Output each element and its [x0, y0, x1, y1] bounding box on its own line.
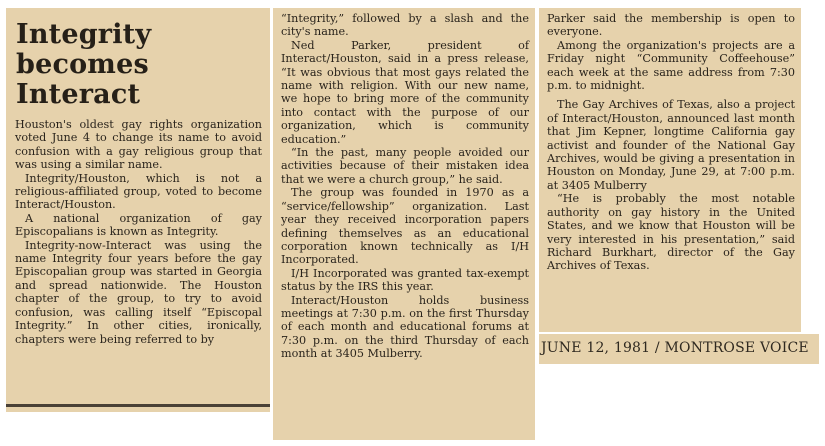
paragraph: I/H Incorporated was granted tax-exempt status by the IRS this year. [281, 266, 529, 294]
paragraph: “In the past, many people avoided our activities because of their mistaken idea that we were a church group,” he said. [281, 146, 529, 186]
paragraph: The group was founded in 1970 as a “service/fellowship” organization. Last year they received incorporation papers defining themselves as an educational corporation known technically as I/H Incorporated. [281, 186, 529, 267]
paragraph: The Gay Archives of Texas, also a project of Interact/Houston, announced last month that Jim Kepner, longtime California gay activist and founder of the National Gay Archives, would be giving a presentation in Houston on Monday, June 29, at 7:00 p.m. at 3405 Mulberry [547, 98, 795, 192]
paragraph: “Integrity,” followed by a slash and the city's name. [281, 12, 529, 39]
paragraph: A national organization of gay Episcopalians is known as Integrity. [15, 211, 262, 239]
paragraph: Parker said the membership is open to everyone. [547, 12, 795, 39]
paragraph: Interact/Houston holds business meetings at 7:30 p.m. on the first Thursday of each month and educational forums at 7:30 p.m. on the third Thursday of each month at 3405 Mulberry. [281, 293, 529, 361]
dateline: JUNE 12, 1981 / MONTROSE VOICE [539, 334, 819, 364]
paragraph: Ned Parker, president of Interact/Houston, said in a press release, “It was obvious that most gays related the name with religion. With our new name, we hope to bring more of the community into contact with the purpose of our organization, which is community education.” [281, 38, 529, 146]
paragraph: Integrity-now-Interact was using the name Integrity four years before the gay Episcopalian group was started in Georgia and spread nationwide. The Houston chapter of the group, to try to avoid confusion, was calling itself “Episcopal Integrity.” In other cities, ironically, chapters were being referred to by [15, 238, 262, 346]
paragraph: Houston's oldest gay rights organization voted June 4 to change its name to avoid confusion with a gay religious group that was using a similar name. [15, 118, 262, 172]
column-rule [6, 404, 270, 407]
clipping-column-3 [539, 8, 801, 332]
clipping-column-1 [6, 8, 270, 412]
clipping-column-2 [273, 8, 535, 440]
headline: Integrity becomes Interact [16, 19, 152, 110]
paragraph: “He is probably the most notable authority on gay history in the United States, and we know that Houston will be very interested in his presentation,” said Richard Burkhart, director of the Gay Archives of Texas. [547, 192, 795, 273]
paragraph: Among the organization's projects are a Friday night “Community Coffeehouse” each week at the same address from 7:30 p.m. to midnight. [547, 38, 795, 93]
paragraph: Integrity/Houston, which is not a religious-affiliated group, voted to become Interact/Houston. [15, 171, 262, 212]
